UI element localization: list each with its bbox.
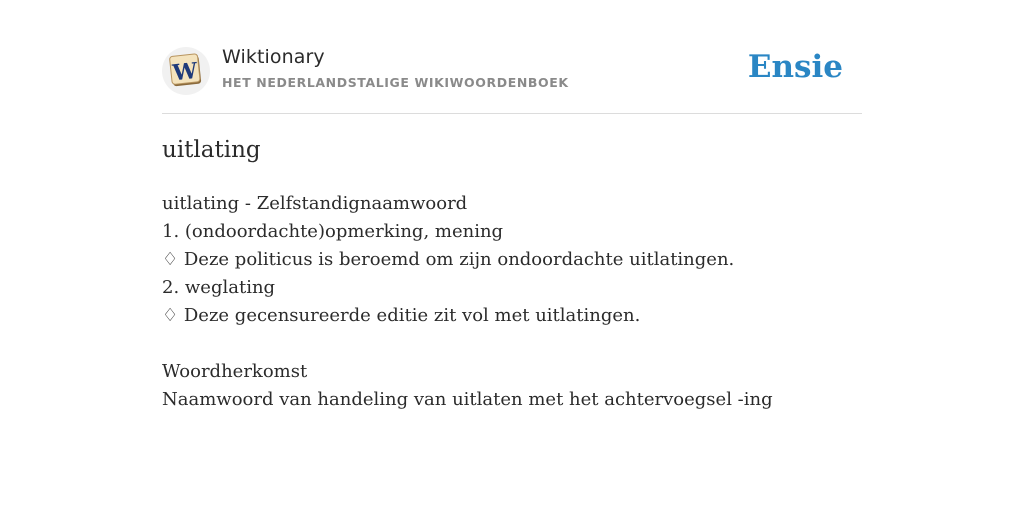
etymology-heading: Woordherkomst — [162, 361, 308, 382]
ensie-brand-link[interactable]: Ensie — [747, 49, 843, 85]
sense-2: 2. weglating — [162, 277, 276, 298]
wiktionary-logo-icon[interactable] — [162, 47, 210, 95]
page — [162, 40, 862, 410]
svg-text:W: W — [171, 57, 199, 87]
site-header — [162, 40, 862, 114]
entry-definition — [162, 190, 862, 414]
site-name[interactable]: Wiktionary — [222, 46, 325, 68]
wiktionary-tile-icon — [162, 47, 210, 95]
etymology-text: Naamwoord van handeling van uitlaten met het achtervoegsel -ing — [162, 389, 773, 410]
sense-1: 1. (ondoordachte)opmerking, mening — [162, 221, 504, 242]
example-2: ♢ Deze gecensureerde editie zit vol met uitlatingen. — [162, 305, 641, 326]
part-of-speech-line: uitlating - Zelfstandignaamwoord — [162, 193, 468, 214]
entry-title: uitlating — [162, 137, 261, 163]
site-tagline: HET NEDERLANDSTALIGE WIKIWOORDENBOEK — [222, 75, 569, 90]
example-1: ♢ Deze politicus is beroemd om zijn ondoordachte uitlatingen. — [162, 249, 735, 270]
section-spacer — [162, 330, 862, 358]
